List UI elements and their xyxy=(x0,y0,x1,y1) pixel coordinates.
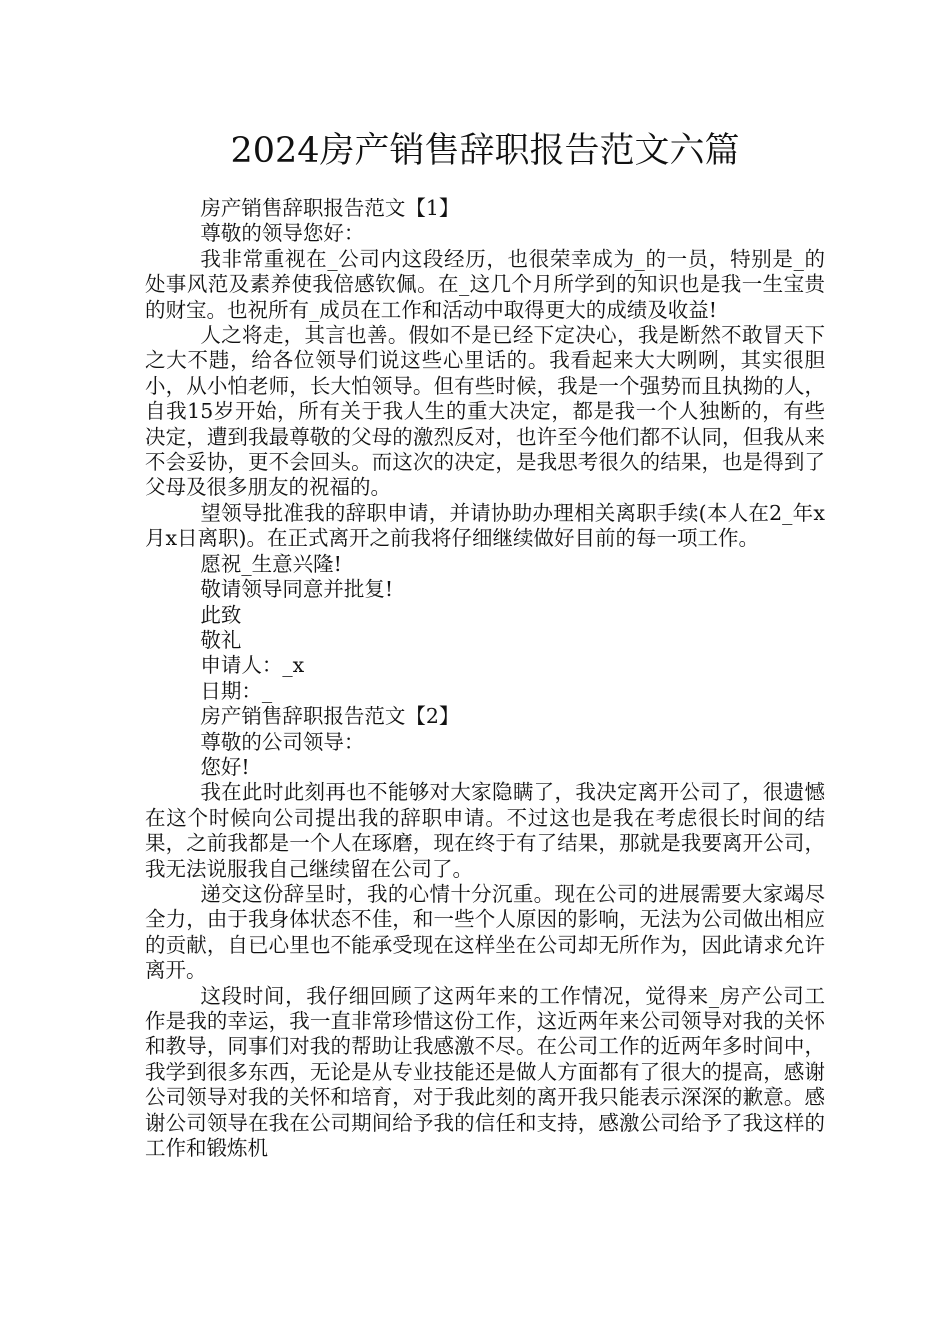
closing-line: 愿祝_生意兴隆! xyxy=(200,551,342,576)
document-page xyxy=(145,126,825,1161)
closing-line: 此致 xyxy=(200,602,242,627)
date-line: 日期：_ xyxy=(200,678,273,703)
paragraph: 我在此时此刻再也不能够对大家隐瞒了，我决定离开公司了，很遗憾在这个时候向公司提出我的辞职申请。不过这也是我在考虑很长时间的结果，之前我都是一个人在琢磨，现在终于有了结果，那就是我要离开公司，我无法说服我自己继续留在公司了。 xyxy=(145,780,825,881)
closing-line: 敬礼 xyxy=(200,627,242,652)
paragraph: 望领导批准我的辞职申请，并请协助办理相关离职手续(本人在2_年x月x日离职)。在正式离开之前我将仔细继续做好目前的每一项工作。 xyxy=(145,500,825,551)
paragraph: 我非常重视在_公司内这段经历，也很荣幸成为_的一员，特别是_的处事风范及素养使我倍感钦佩。在_这几个月所学到的知识也是我一生宝贵的财宝。也祝所有_成员在工作和活动中取得更大的成绩及收益! xyxy=(145,246,825,322)
paragraph: 人之将走，其言也善。假如不是已经下定决心，我是断然不敢冒天下之大不韪，给各位领导们说这些心里话的。我看起来大大咧咧，其实很胆小，从小怕老师，长大怕领导。但有些时候，我是一个强势而且执拗的人，自我15岁开始，所有关于我人生的重大决定，都是我一个人独断的，有些决定，遭到我最尊敬的父母的激烈反对，也许至今他们都不认同，但我从来不会妥协，更不会回头。而这次的决定，是我思考很久的结果，也是得到了父母及很多朋友的祝福的。 xyxy=(145,323,825,500)
applicant-line: 申请人：_x xyxy=(200,653,305,678)
closing-line: 敬请领导同意并批复! xyxy=(200,577,394,602)
greeting: 您好! xyxy=(200,754,250,779)
document-body xyxy=(145,196,825,1161)
section-heading-1: 房产销售辞职报告范文【1】 xyxy=(200,196,460,220)
salutation: 尊敬的领导您好： xyxy=(200,221,365,246)
section-heading-2: 房产销售辞职报告范文【2】 xyxy=(200,704,460,729)
document-title: 2024房产销售辞职报告范文六篇 xyxy=(230,131,740,171)
salutation: 尊敬的公司领导： xyxy=(200,729,365,754)
paragraph: 递交这份辞呈时，我的心情十分沉重。现在公司的进展需要大家竭尽全力，由于我身体状态不佳，和一些个人原因的影响，无法为公司做出相应的贡献，自已心里也不能承受现在这样坐在公司却无所作为，因此请求允许离开。 xyxy=(145,881,825,983)
paragraph: 这段时间，我仔细回顾了这两年来的工作情况，觉得来_房产公司工作是我的幸运，我一直非常珍惜这份工作，这近两年来公司领导对我的关怀和教导，同事们对我的帮助让我感激不尽。在公司工作的近两年多时间中，我学到很多东西，无论是从专业技能还是做人方面都有了很大的提高，感谢公司领导对我的关怀和培育，对于我此刻的离开我只能表示深深的歉意。感谢公司领导在我在公司期间给予我的信任和支持，感激公司给予了我这样的工作和锻炼机 xyxy=(145,983,825,1161)
